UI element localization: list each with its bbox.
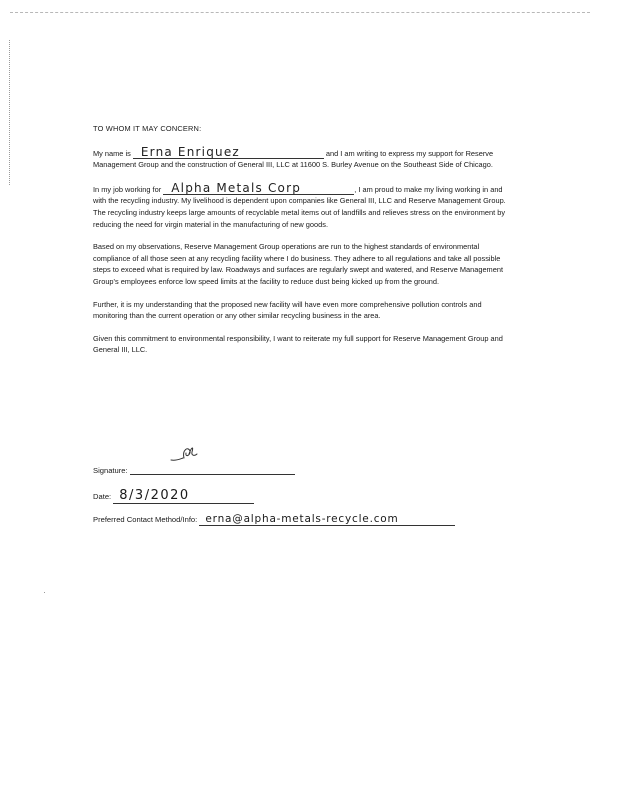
handwritten-signature [170, 442, 200, 464]
handwritten-date: 8/3/2020 [113, 488, 254, 504]
paragraph-employment [93, 182, 513, 230]
date-label: Date: [93, 492, 112, 501]
intro-prefix: My name is [93, 148, 131, 158]
contact-label: Preferred Contact Method/Info: [93, 515, 198, 524]
signature-label: Signature: [93, 466, 128, 475]
employment-suffix: , I am proud to make my living working in and with the recycling industry. My livelihood is dependent upon companies like General III, LLC and Reserve Management Group. The recycling industry keeps large amounts of recyclable metal items out of landfills and relieves stress on the environment by reducing the need for virgin material in the manufacturing of new goods. [93, 184, 506, 229]
letter-heading: TO WHOM IT MAY CONCERN: [93, 124, 202, 133]
scan-edge-top [10, 12, 590, 13]
employment-prefix: In my job working for [93, 184, 162, 194]
signature-line [130, 464, 295, 475]
paragraph-new-facility: Further, it is my understanding that the proposed new facility will have even more comprehensive pollution controls and monitoring than the current operation or any other similar recycling business in the area. [93, 299, 482, 321]
signature-row [93, 464, 295, 475]
paragraph-intro [93, 146, 513, 171]
paragraph-observations: Based on my observations, Reserve Management Group operations are run to the highest standards of environmental compliance of all those seen at any recycling facility where I do business. They adhere to all regulations and take all possible steps to exceed what is required by law. Roadways and surfaces are regularly swept and watered, and Reserve Management Group's employees enforce low speed limits at the facility to reduce dust being kicked up from the ground. [93, 242, 503, 286]
scan-edge-left [9, 40, 10, 185]
letter-body [93, 123, 513, 367]
handwritten-name: Erna Enriquez [133, 146, 324, 159]
paragraph-support: Given this commitment to environmental responsibility, I want to reiterate my full support for Reserve Management Group and General III, LLC. [93, 333, 503, 355]
intro-suffix: and I am writing to express my support for Reserve Management Group and the construction of General III, LLC at 11600 S. Burley Avenue on the Southeast Side of Chicago. [93, 148, 494, 170]
handwritten-contact: erna@alpha-metals-recycle.com [199, 513, 455, 526]
scan-speck [44, 592, 45, 593]
contact-row [93, 513, 455, 526]
handwritten-company: Alpha Metals Corp [163, 182, 354, 195]
date-row [93, 488, 254, 504]
